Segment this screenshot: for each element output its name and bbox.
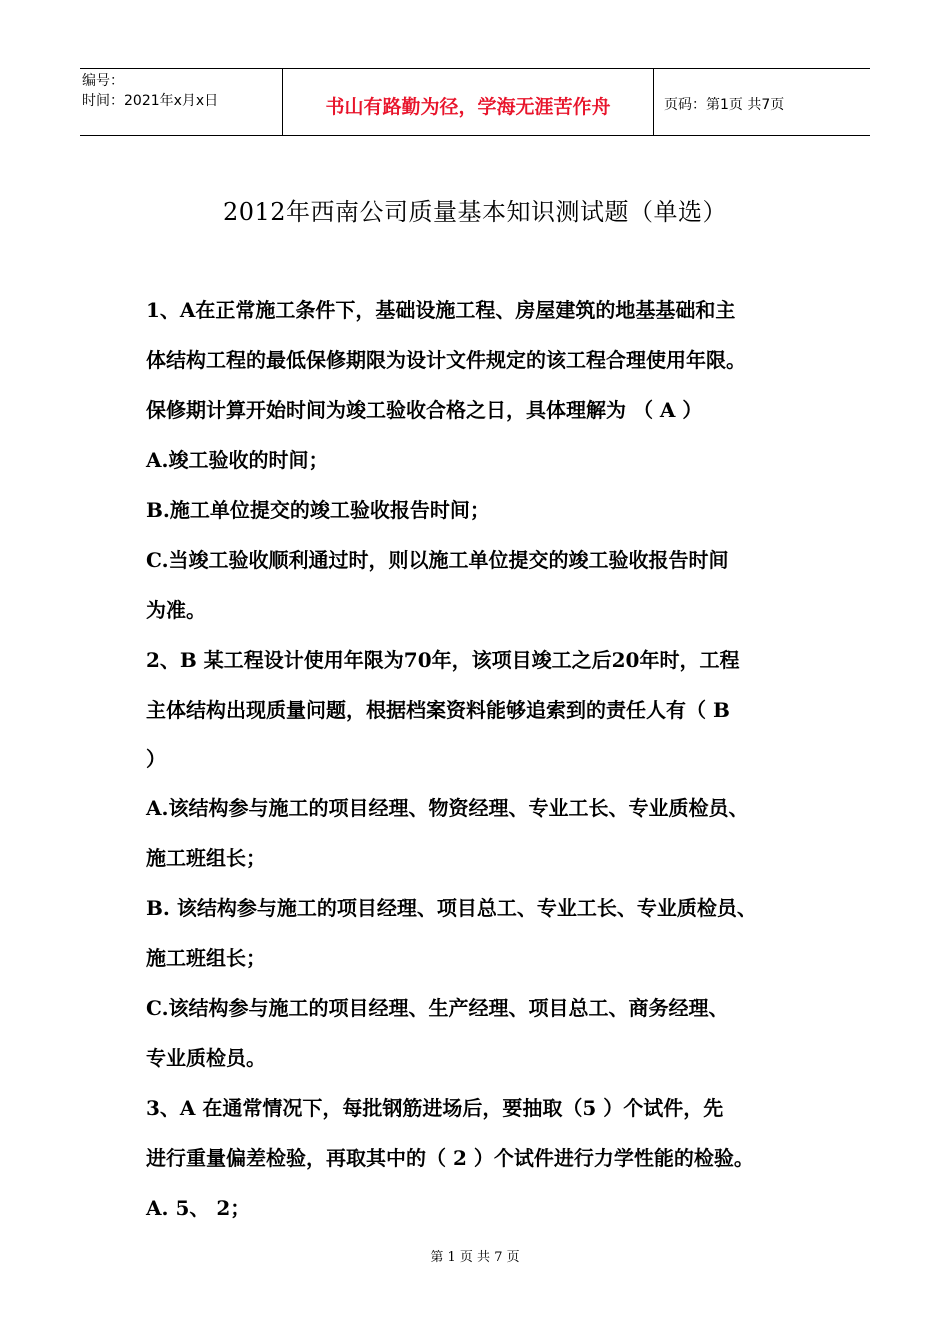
- text-line: A.竣工验收的时间；: [146, 448, 329, 472]
- text-line: ）: [146, 747, 166, 771]
- text-line: 保修期计算开始时间为竣工验收合格之日，具体理解为 （ A ）: [146, 398, 703, 422]
- header-table: [80, 68, 870, 136]
- text-line: 专业质检员。: [146, 1046, 266, 1070]
- header-meta-cell: [80, 69, 282, 135]
- text-line: A.该结构参与施工的项目经理、物资经理、专业工长、专业质检员、: [146, 796, 749, 820]
- text-line: C.该结构参与施工的项目经理、生产经理、项目总工、商务经理、: [146, 996, 729, 1020]
- number-label: 编号：: [82, 73, 124, 89]
- text-line: A. 5、 2；: [146, 1196, 251, 1220]
- text-line: 进行重量偏差检验，再取其中的（ 2 ）个试件进行力学性能的检验。: [146, 1146, 754, 1170]
- document-body: [146, 290, 836, 1238]
- text-line: 为准。: [146, 598, 206, 622]
- text-line: 体结构工程的最低保修期限为设计文件规定的该工程合理使用年限。: [146, 348, 746, 372]
- text-line: B. 该结构参与施工的项目经理、项目总工、专业工长、专业质检员、: [146, 896, 757, 920]
- text-line: 主体结构出现质量问题，根据档案资料能够追索到的责任人有（ B: [146, 698, 730, 722]
- motto-cell: [282, 69, 654, 135]
- page-footer: 第 1 页 共 7 页: [430, 1250, 520, 1265]
- text-line: C.当竣工验收顺利通过时，则以施工单位提交的竣工验收报告时间: [146, 548, 729, 572]
- time-label: 时间：2021年x月x日: [82, 93, 219, 109]
- text-line: 3、A 在通常情况下，每批钢筋进场后，要抽取（5 ）个试件，先: [146, 1096, 724, 1120]
- motto-text: 书山有路勤为径，学海无涯苦作舟: [325, 95, 611, 118]
- page-info-text: 页码：第1页 共7页: [664, 97, 785, 113]
- text-line: 2、B 某工程设计使用年限为70年，该项目竣工之后20年时，工程: [146, 648, 740, 672]
- text-line: 1、A在正常施工条件下，基础设施工程、房屋建筑的地基基础和主: [146, 298, 736, 322]
- text-line: B.施工单位提交的竣工验收报告时间；: [146, 498, 490, 522]
- document-title: 2012年西南公司质量基本知识测试题（单选）: [222, 198, 728, 226]
- text-line: 施工班组长；: [146, 846, 266, 870]
- text-line: 施工班组长；: [146, 946, 266, 970]
- page-info-cell: [654, 69, 870, 135]
